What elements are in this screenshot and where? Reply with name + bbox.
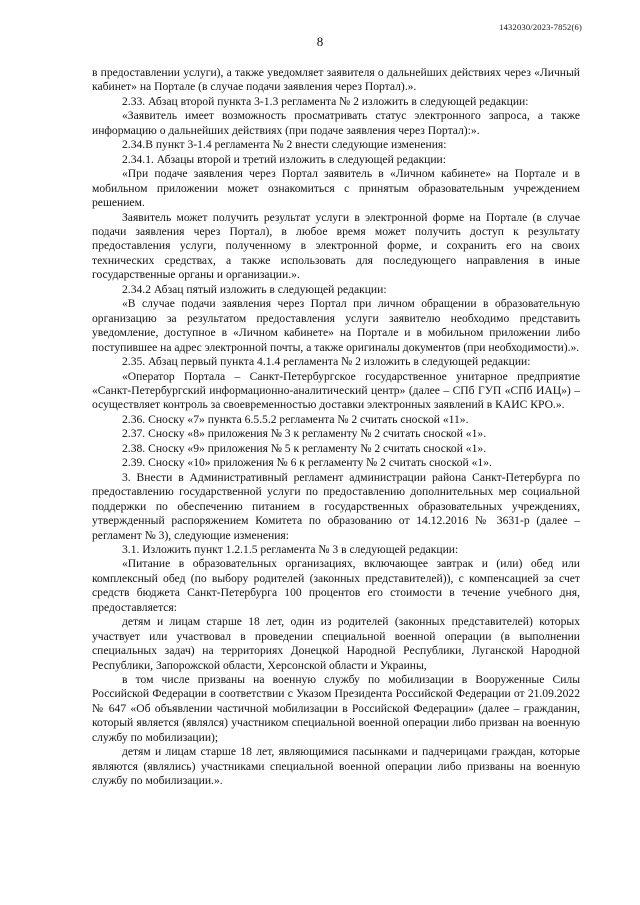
paragraph: 2.34.1. Абзацы второй и третий изложить в следующей редакции: <box>122 152 446 166</box>
paragraph: Заявитель может получить результат услуги в электронной форме на Портале (в случае подачи заявления через Портал), в любое время может получить доступ к результату предоставления услуги, полученному в электронной форме, и сохранить его на своих технических средствах, а также использовать для последующего направления в иные государственные органы и организации.». <box>92 210 580 282</box>
paragraph: 2.37. Сноску «8» приложения № 3 к регламенту № 2 считать сноской «1». <box>122 427 487 441</box>
paragraph: «Оператор Портала – Санкт-Петербургское государственное унитарное предприятие «Санкт-Петербургский информационно-аналитический центр» (далее – СПб ГУП «СПб ИАЦ») – осуществляет контроль за своевременностью доставки электронных заявлений в КАИС КРО.». <box>92 369 580 412</box>
paragraph: «Питание в образовательных организациях, включающее завтрак и (или) обед или комплексный обед (по выбору родителей (законных представителей)), с компенсацией за счет средств бюджета Санкт-Петербурга 100 процентов его стоимости в течение учебного дня, предоставляется: <box>92 557 580 614</box>
paragraph: 2.35. Абзац первый пункта 4.1.4 регламента № 2 изложить в следующей редакции: <box>122 355 531 369</box>
paragraph: 2.39. Сноску «10» приложения № 6 к регламенту № 2 считать сноской «1». <box>122 456 492 470</box>
paragraph: 3.1. Изложить пункт 1.2.1.5 регламента № 3 в следующей редакции: <box>122 542 459 556</box>
paragraph: 2.36. Сноску «7» пункта 6.5.5.2 регламента № 2 считать сноской «11». <box>122 412 469 426</box>
paragraph: детям и лицам старше 18 лет, являющимися пасынками и падчерицами граждан, которые являются (являлись) участниками специальной военной операции либо призваны на военную службу по мобилизации.». <box>92 745 580 788</box>
paragraph: 2.38. Сноску «9» приложения № 5 к регламенту № 2 считать сноской «1». <box>122 441 487 455</box>
paragraph: 2.34.В пункт 3-1.4 регламента № 2 внести следующие изменения: <box>122 138 447 152</box>
paragraph: «В случае подачи заявления через Портал при личном обращении в образовательную организацию за результатом предоставления услуги заявителю необходимо представить уведомление, доступное в «Личном кабинете» на Портале и в мобильном приложении либо поступившее на адрес электронной почты, а также оригиналы документов (при необходимости).». <box>92 297 580 354</box>
paragraph: 2.34.2 Абзац пятый изложить в следующей редакции: <box>122 282 387 296</box>
paragraph: в том числе призваны на военную службу по мобилизации в Вооруженные Силы Российской Федерации в соответствии с Указом Президента Российской Федерации от 21.09.2022 № 647 «Об объявлении частичной мобилизации в Российской Федерации» (далее – гражданин, который является (являлся) участником специальной военной операции либо призван на военную службу по мобилизации); <box>92 673 580 744</box>
paragraph: детям и лицам старше 18 лет, один из родителей (законных представителей) которых участвует или участвовал в проведении специальной военной операции (в выполнении специальных задач) на территориях Донецкой Народной Республики, Луганской Народной Республики, Запорожской области, Херсонской области и Украины, <box>92 615 580 672</box>
paragraph: 2.33. Абзац второй пункта 3-1.3 регламента № 2 изложить в следующей редакции: <box>122 94 529 108</box>
paragraph: 3. Внести в Административный регламент администрации района Санкт-Петербурга по предоставлению государственной услуги по предоставлению дополнительных мер социальной поддержки по обеспечению питанием в государственных образовательных учреждениях, утвержденный распоряжением Комитета по образованию от 14.12.2016 № 3631-р (далее – регламент № 3), следующие изменения: <box>92 470 580 542</box>
page-number: 8 <box>316 34 324 49</box>
document-number: 1432030/2023-7852(6) <box>499 22 582 32</box>
paragraph: «Заявитель имеет возможность просматривать статус электронного запроса, а также информацию о дальнейших действиях (при подаче заявления через Портал):». <box>92 109 580 137</box>
paragraph: «При подаче заявления через Портал заявитель в «Личном кабинете» на Портале и в мобильном приложении может ознакомиться с принятым образовательным учреждением решением. <box>92 167 580 210</box>
paragraph: в предоставлении услуги), а также уведомляет заявителя о дальнейших действиях через «Личный кабинет» на Портале (в случае подачи заявления через Портал).». <box>92 66 580 94</box>
document-body <box>92 66 580 789</box>
